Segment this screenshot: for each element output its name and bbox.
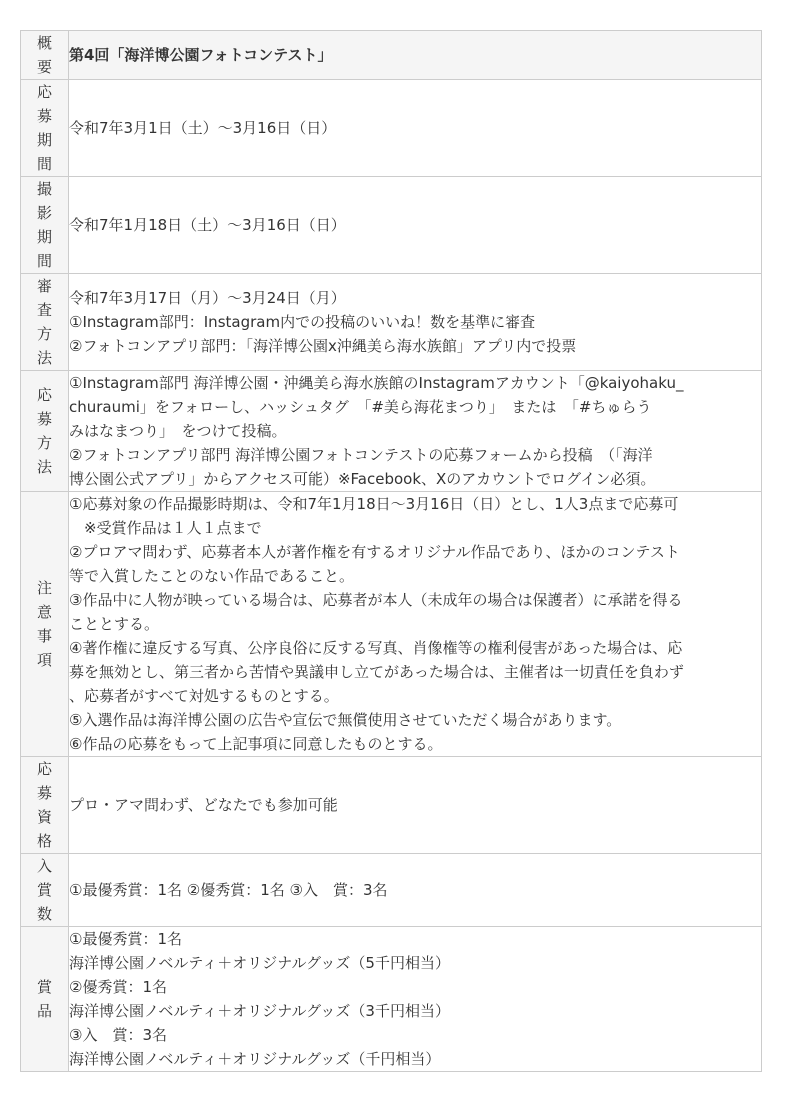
label-char: 注: [36, 579, 52, 597]
content-line: 海洋博公園ノベルティ＋オリジナルグッズ（千円相当）: [69, 1050, 441, 1068]
row-content: [69, 927, 762, 1072]
label-char: 間: [36, 155, 52, 173]
row-label: [21, 80, 69, 177]
label-char: 応: [36, 83, 52, 101]
row-label: [21, 854, 69, 927]
content-line: ①最優秀賞：1名 ②優秀賞：1名 ③入 賞：3名: [69, 881, 388, 899]
label-char: 品: [36, 1002, 52, 1020]
content-line: 令和7年3月17日（月）〜3月24日（月）: [69, 289, 346, 307]
row-shooting-period: [21, 177, 762, 274]
label-char: 法: [36, 349, 52, 367]
content-line: こととする。: [69, 615, 160, 633]
content-line: ②プロアマ問わず、応募者本人が著作権を有するオリジナル作品であり、ほかのコンテスト: [69, 543, 680, 561]
row-prizes: [21, 927, 762, 1072]
label-char: 賞: [36, 881, 52, 899]
contest-info-table: [20, 30, 762, 1072]
label-char: 数: [36, 905, 52, 923]
content-line: プロ・アマ問わず、どなたでも参加可能: [69, 796, 338, 814]
content-line: ③作品中に人物が映っている場合は、応募者が本人（未成年の場合は保護者）に承諾を得る: [69, 591, 683, 609]
label-char: 資: [36, 808, 52, 826]
label-char: 項: [36, 651, 52, 669]
row-label: [21, 927, 69, 1072]
content-line: ②フォトコンアプリ部門 海洋博公園フォトコンテストの応募フォームから投稿 （「海洋: [69, 446, 653, 464]
content-line: ①最優秀賞：1名: [69, 930, 182, 948]
label-char: 期: [36, 228, 52, 246]
row-content: [69, 177, 762, 274]
label-char: 入: [36, 857, 52, 875]
label-char: 賞: [36, 978, 52, 996]
row-label: [21, 177, 69, 274]
content-line: ①応募対象の作品撮影時期は、令和7年1月18日〜3月16日（日）とし、1人3点まで応募可: [69, 495, 679, 513]
row-content: [69, 854, 762, 927]
row-content: [69, 757, 762, 854]
row-label: [21, 757, 69, 854]
row-application-method: [21, 371, 762, 492]
row-label: [21, 274, 69, 371]
content-line: ③入 賞：3名: [69, 1026, 167, 1044]
row-label: [21, 31, 69, 80]
label-char: 方: [36, 434, 52, 452]
row-overview: [21, 31, 762, 80]
content-line: ④著作権に違反する写真、公序良俗に反する写真、肖像権等の権利侵害があった場合は、応: [69, 639, 683, 657]
label-char: 影: [36, 204, 52, 222]
label-char: 撮: [36, 180, 52, 198]
label-char: 要: [36, 58, 52, 76]
label-char: 募: [36, 784, 52, 802]
label-char: 間: [36, 252, 52, 270]
content-line: 博公園公式アプリ」からアクセス可能）※Facebook、Xのアカウントでログイン必須。: [69, 470, 656, 488]
row-content: [69, 80, 762, 177]
label-char: 概: [36, 34, 52, 52]
row-label: [21, 371, 69, 492]
row-judging-method: [21, 274, 762, 371]
content-line: ①Instagram部門：Instagram内での投稿のいいね！数を基準に審査: [69, 313, 536, 331]
label-char: 募: [36, 410, 52, 428]
content-line: 令和7年3月1日（土）〜3月16日（日）: [69, 119, 337, 137]
content-line: ⑤入選作品は海洋博公園の広告や宣伝で無償使用させていただく場合があります。: [69, 711, 622, 729]
label-char: 格: [36, 832, 52, 850]
content-line: 等で入賞したことのない作品であること。: [69, 567, 355, 585]
label-char: 事: [36, 627, 52, 645]
row-content: [69, 274, 762, 371]
content-line: ※受賞作品は１人１点まで: [69, 519, 262, 537]
content-line: 第4回「海洋博公園フォトコンテスト」: [69, 46, 333, 64]
content-line: ②優秀賞：1名: [69, 978, 167, 996]
label-char: 審: [36, 277, 52, 295]
row-content: [69, 371, 762, 492]
content-line: 令和7年1月18日（土）〜3月16日（日）: [69, 216, 346, 234]
content-line: 募を無効とし、第三者から苦情や異議申し立てがあった場合は、主催者は一切責任を負わず: [69, 663, 684, 681]
label-char: 期: [36, 131, 52, 149]
content-line: 海洋博公園ノベルティ＋オリジナルグッズ（5千円相当）: [69, 954, 450, 972]
row-eligibility: [21, 757, 762, 854]
label-char: 募: [36, 107, 52, 125]
content-line: みはなまつり」 をつけて投稿。: [69, 422, 287, 440]
row-label: [21, 492, 69, 757]
label-char: 査: [36, 301, 52, 319]
content-line: ①Instagram部門 海洋博公園・沖縄美ら海水族館のInstagramアカウント「@kaiyohaku_: [69, 374, 684, 392]
row-content: [69, 31, 762, 80]
label-char: 意: [36, 603, 52, 621]
row-content: [69, 492, 762, 757]
content-line: ⑥作品の応募をもって上記事項に同意したものとする。: [69, 735, 443, 753]
row-award-count: [21, 854, 762, 927]
label-char: 応: [36, 760, 52, 778]
label-char: 方: [36, 325, 52, 343]
content-line: churaumi」をフォローし、ハッシュタグ 「#美ら海花まつり」 または 「#ちゅらう: [69, 398, 652, 416]
label-char: 応: [36, 386, 52, 404]
row-notes: [21, 492, 762, 757]
content-line: 海洋博公園ノベルティ＋オリジナルグッズ（3千円相当）: [69, 1002, 450, 1020]
content-line: 、応募者がすべて対処するものとする。: [69, 687, 339, 705]
label-char: 法: [36, 458, 52, 476]
content-line: ②フォトコンアプリ部門：「海洋博公園x沖縄美ら海水族館」アプリ内で投票: [69, 337, 577, 355]
row-application-period: [21, 80, 762, 177]
